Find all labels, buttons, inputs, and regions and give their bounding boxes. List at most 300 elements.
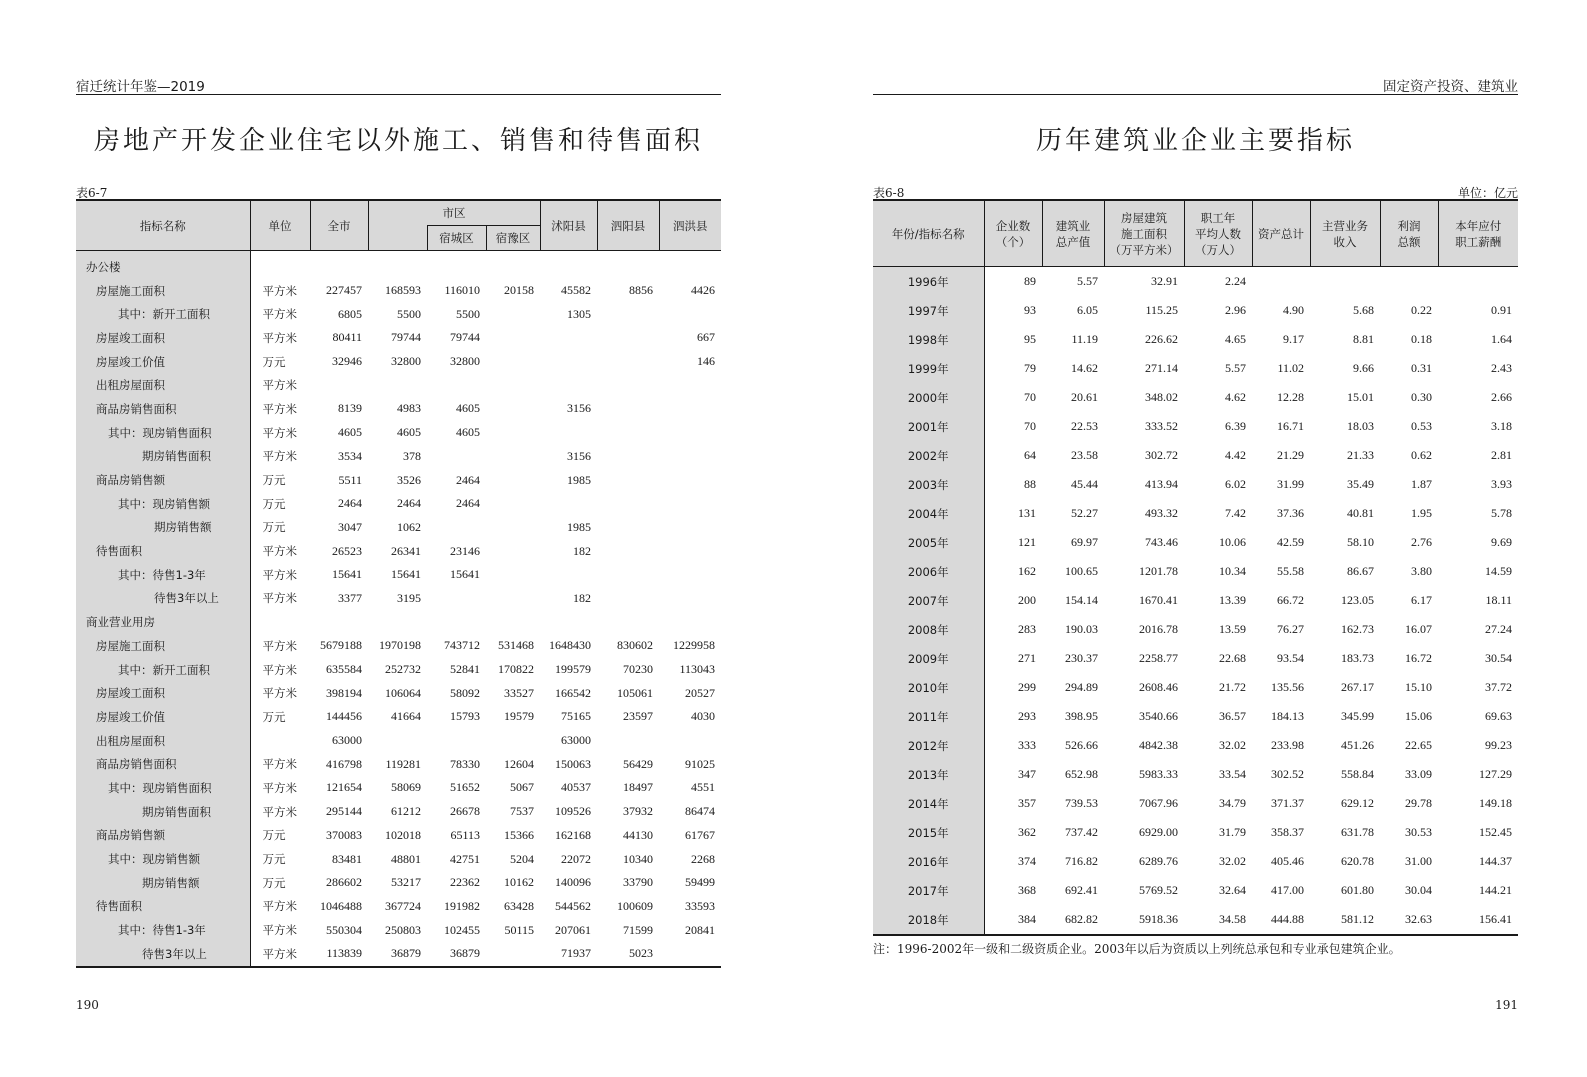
table-cell: 378 [403,448,421,463]
table-cell: 367724 [385,898,421,913]
table-row [873,644,1518,673]
table-cell: 581.12 [1341,912,1374,926]
table-6-8 [873,199,1518,936]
table-cell: 682.82 [1065,912,1098,926]
table-row [76,824,721,848]
table-cell: 135.56 [1271,680,1304,694]
table-cell: 16.72 [1405,651,1432,665]
table-cell: 69.97 [1071,535,1098,549]
table-cell [597,492,659,516]
table-cell: 75165 [561,709,591,724]
table-cell: 370083 [326,827,362,842]
section-title: 固定资产投资、建筑业 [1383,79,1518,95]
table-cell: 36879 [450,946,480,961]
table-cell: 149.18 [1479,796,1512,810]
table-cell: 76.27 [1277,622,1304,636]
table-cell: 4.42 [1225,448,1246,462]
table-cell [659,397,721,421]
table-cell: 743.46 [1145,535,1178,549]
table-row [76,445,721,469]
table-cell: 2016.78 [1139,622,1178,636]
table-cell [540,350,597,374]
table-cell: 1229958 [673,638,715,653]
table-row [873,528,1518,557]
table-cell: 20841 [685,922,715,937]
table-cell: 739.53 [1065,796,1098,810]
table-cell [368,729,427,753]
table-row [76,397,721,421]
table-row [76,847,721,871]
row-label: 房屋施工面积 [76,279,250,303]
table-cell: 398.95 [1065,709,1098,723]
table-cell [597,445,659,469]
table-cell: 413.94 [1145,477,1178,491]
row-label: 其中：待售1-3年 [76,563,250,587]
table-cell: 33527 [504,685,534,700]
table-row [76,705,721,729]
table-cell: 32800 [391,354,421,369]
row-label: 期房销售面积 [76,800,250,824]
unit-label: 单位：亿元 [1457,186,1518,200]
row-label: 其中：现房销售面积 [76,421,250,445]
table-cell: 2.24 [1225,274,1246,288]
table-cell: 119281 [385,756,421,771]
table-cell: 168593 [385,283,421,298]
table-cell: 5679188 [320,638,362,653]
table-cell: 16.71 [1277,419,1304,433]
table-note: 注：1996-2002年一级和二级资质企业。2003年以后为资质以上列统总承包和专业承包建筑企业。 [873,942,1401,956]
table-cell: 692.41 [1065,883,1098,897]
table-cell: 21.33 [1347,448,1374,462]
table-cell: 6.02 [1225,477,1246,491]
table-cell: 18.03 [1347,419,1374,433]
table-cell: 199579 [555,662,591,677]
table-cell: 6929.00 [1139,825,1178,839]
table-cell: 14.62 [1071,361,1098,375]
row-year: 2000年 [873,383,984,412]
table-cell: 32.02 [1219,738,1246,752]
row-label: 商品房销售面积 [76,397,250,421]
table-cell: 50115 [504,922,534,937]
table-cell: 21.29 [1277,448,1304,462]
table-cell: 4030 [691,709,715,724]
table-cell: 30.53 [1405,825,1432,839]
table-cell: 26678 [450,804,480,819]
table-cell [597,516,659,540]
table-cell: 3540.66 [1139,709,1178,723]
row-label: 待售面积 [76,895,250,919]
table-cell [597,610,659,634]
table-cell: 1670.41 [1139,593,1178,607]
table-cell: 1.95 [1411,506,1432,520]
table-cell [486,302,540,326]
row-year: 2016年 [873,847,984,876]
row-label: 其中：现房销售额 [76,847,250,871]
table-row [76,279,721,303]
table-cell: 299 [1018,680,1036,694]
table-cell: 56429 [623,756,653,771]
table-cell: 371.37 [1271,796,1304,810]
table-cell: 27.24 [1485,622,1512,636]
table-cell: 65113 [450,827,480,842]
table-cell: 42751 [450,851,480,866]
table-cell: 333.52 [1145,419,1178,433]
table-cell: 10162 [504,875,534,890]
table-cell: 0.30 [1411,390,1432,404]
header-suyuqu: 宿豫区 [486,226,540,251]
table-cell: 5511 [338,472,362,487]
row-unit: 平方米 [262,780,297,795]
table-cell: 113839 [326,946,362,961]
table-row [76,752,721,776]
column-header: 房屋建筑 施工面积 （万平方米） [1104,200,1184,267]
table-cell [597,350,659,374]
table-cell: 2464 [456,496,480,511]
row-unit: 平方米 [262,591,297,606]
table-cell [659,302,721,326]
table-cell [486,539,540,563]
table-cell: 63428 [504,898,534,913]
table-cell: 2.76 [1411,535,1432,549]
table-6-7 [76,199,721,968]
table-row [76,373,721,397]
table-cell: 286602 [326,875,362,890]
table-row [76,350,721,374]
table-cell: 226.62 [1145,332,1178,346]
row-year: 2018年 [873,905,984,935]
table-cell [597,251,659,279]
table-cell: 31.79 [1219,825,1246,839]
table-row [873,499,1518,528]
table-cell: 13.59 [1219,622,1246,636]
table-cell: 64 [1024,448,1036,462]
row-year: 2004年 [873,499,984,528]
table-cell [540,610,597,634]
row-label: 待售3年以上 [76,587,250,611]
table-cell: 267.17 [1341,680,1374,694]
table-cell: 5500 [397,306,421,321]
table-cell: 45.44 [1071,477,1098,491]
row-unit: 平方米 [262,425,297,440]
table-row [76,895,721,919]
header-shuyang: 沭阳县 [540,200,597,251]
table-row [76,492,721,516]
table-cell: 154.14 [1065,593,1098,607]
row-label: 房屋施工面积 [76,634,250,658]
table-cell: 0.22 [1411,303,1432,317]
row-label: 出租房屋面积 [76,729,250,753]
row-label: 期房销售额 [76,516,250,540]
table-cell: 22.53 [1071,419,1098,433]
table-cell: 0.62 [1411,448,1432,462]
table-cell: 629.12 [1341,796,1374,810]
table-cell [486,421,540,445]
table-cell: 20527 [685,685,715,700]
table-cell [486,251,540,279]
header-siyang: 泗阳县 [597,200,659,251]
row-label: 房屋竣工面积 [76,681,250,705]
table-cell: 32.64 [1219,883,1246,897]
table-cell: 52.27 [1071,506,1098,520]
table-cell: 52841 [450,662,480,677]
table-cell: 36879 [391,946,421,961]
table-row [76,468,721,492]
row-unit: 平方米 [262,307,297,322]
table-cell: 250803 [385,922,421,937]
table-cell: 1046488 [320,898,362,913]
table-cell: 4605 [397,425,421,440]
table-row [873,876,1518,905]
table-cell: 3526 [397,472,421,487]
table-row [873,673,1518,702]
table-cell: 131 [1018,506,1036,520]
table-cell: 558.84 [1341,767,1374,781]
row-year: 2014年 [873,789,984,818]
table-cell [659,610,721,634]
table-cell: 347 [1018,767,1036,781]
table-cell: 1.87 [1411,477,1432,491]
table-cell: 3047 [338,519,362,534]
table-cell: 1985 [567,519,591,534]
table-cell: 1062 [397,519,421,534]
row-label: 期房销售面积 [76,445,250,469]
table-cell: 4.65 [1225,332,1246,346]
table-cell: 6805 [338,306,362,321]
row-unit: 平方米 [262,638,297,653]
table-cell: 37.36 [1277,506,1304,520]
table-cell: 345.99 [1341,709,1374,723]
table-cell [659,468,721,492]
table-cell: 33790 [623,875,653,890]
table-cell: 26523 [332,543,362,558]
table-cell: 357 [1018,796,1036,810]
table-cell: 9.17 [1283,332,1304,346]
table-cell: 7067.96 [1139,796,1178,810]
table-cell: 11.19 [1071,332,1098,346]
row-unit: 万元 [262,520,286,535]
table-cell: 544562 [555,898,591,913]
table-cell [659,445,721,469]
table-cell: 32946 [332,354,362,369]
table-cell: 227457 [326,283,362,298]
row-year: 2012年 [873,731,984,760]
table-cell: 4605 [456,401,480,416]
table-cell: 374 [1018,854,1036,868]
column-header: 主营业务 收入 [1310,200,1380,267]
table-cell: 37.72 [1485,680,1512,694]
table-cell: 0.18 [1411,332,1432,346]
row-year: 2017年 [873,876,984,905]
table-cell: 162.73 [1341,622,1374,636]
table-row [76,800,721,824]
table-row [873,441,1518,470]
table-cell [486,516,540,540]
row-label: 商品房销售额 [76,468,250,492]
table-cell: 70 [1024,419,1036,433]
table-cell: 78330 [450,756,480,771]
table-cell: 635584 [326,662,362,677]
table-cell: 252732 [385,662,421,677]
table-cell: 23597 [623,709,653,724]
table-cell: 0.53 [1411,419,1432,433]
table-cell: 33.54 [1219,767,1246,781]
table-cell: 1970198 [379,638,421,653]
row-label: 办公楼 [76,251,250,279]
table-cell: 15.06 [1405,709,1432,723]
table-cell: 283 [1018,622,1036,636]
table-cell: 4.90 [1283,303,1304,317]
table-cell: 207061 [555,922,591,937]
table-cell: 3.18 [1491,419,1512,433]
table-cell: 4605 [338,425,362,440]
table-cell: 4426 [691,283,715,298]
table-cell: 716.82 [1065,854,1098,868]
table-cell: 146 [697,354,715,369]
table-cell: 550304 [326,922,362,937]
table-cell: 9.66 [1353,361,1374,375]
table-cell: 123.05 [1341,593,1374,607]
row-year: 2002年 [873,441,984,470]
table-cell [486,445,540,469]
table-cell: 2464 [338,496,362,511]
table-cell [486,729,540,753]
table-cell: 444.88 [1271,912,1304,926]
table-cell: 20158 [504,283,534,298]
table-cell: 10.34 [1219,564,1246,578]
table-cell [659,492,721,516]
header-indicator: 指标名称 [76,200,250,251]
row-unit: 平方米 [262,449,297,464]
table-cell: 152.45 [1479,825,1512,839]
table-cell: 1.64 [1491,332,1512,346]
table-cell: 19579 [504,709,534,724]
table-cell: 100609 [617,898,653,913]
table-cell: 29.78 [1405,796,1432,810]
table-cell [486,610,540,634]
header-unit: 单位 [250,200,310,251]
table-cell: 31.99 [1277,477,1304,491]
table-cell [486,587,540,611]
row-year: 2011年 [873,702,984,731]
row-unit: 万元 [262,875,286,890]
table-cell: 2.66 [1491,390,1512,404]
table-cell: 20.61 [1071,390,1098,404]
table-cell: 358.37 [1271,825,1304,839]
table-cell: 2.81 [1491,448,1512,462]
column-header: 职工年 平均人数 （万人） [1184,200,1252,267]
row-unit: 万元 [262,709,286,724]
table-cell: 3534 [338,448,362,463]
table-row [873,586,1518,615]
table-cell: 601.80 [1341,883,1374,897]
table-cell: 70230 [623,662,653,677]
row-label: 出租房屋面积 [76,373,250,397]
table-cell [310,610,368,634]
table-cell: 15.01 [1347,390,1374,404]
table-row [873,267,1518,297]
table-cell: 8139 [338,401,362,416]
table-cell [540,421,597,445]
row-unit: 平方米 [262,544,297,559]
table-row [873,905,1518,935]
table-cell: 32800 [450,354,480,369]
row-year: 2010年 [873,673,984,702]
row-unit: 平方米 [262,757,297,772]
row-label: 期房销售额 [76,871,250,895]
table-cell: 42.59 [1277,535,1304,549]
row-year: 2007年 [873,586,984,615]
table-cell: 69.63 [1485,709,1512,723]
table-cell: 95 [1024,332,1036,346]
table-cell [659,516,721,540]
table-cell: 333 [1018,738,1036,752]
table-cell: 35.49 [1347,477,1374,491]
column-header: 企业数 （个） [984,200,1042,267]
table-cell: 51652 [450,780,480,795]
table-cell [1252,267,1310,297]
table-cell [540,326,597,350]
table-row [873,470,1518,499]
table-cell: 6.39 [1225,419,1246,433]
table-cell: 83481 [332,851,362,866]
table-cell [540,563,597,587]
table-cell: 2464 [397,496,421,511]
table-cell: 93 [1024,303,1036,317]
table-cell [597,302,659,326]
column-header: 资产总计 [1252,200,1310,267]
table-cell: 59499 [685,875,715,890]
column-header: 年份/指标名称 [873,200,984,267]
table-row [76,563,721,587]
table-cell: 30.04 [1405,883,1432,897]
row-year: 1998年 [873,325,984,354]
table-cell: 15641 [332,567,362,582]
table-cell: 1985 [567,472,591,487]
table-cell [597,468,659,492]
table-cell [659,587,721,611]
running-header-left [76,74,721,95]
table-cell: 162168 [555,827,591,842]
table-cell: 5023 [629,946,653,961]
table-cell [486,468,540,492]
table-row [76,918,721,942]
table-cell [427,251,486,279]
table-cell: 91025 [685,756,715,771]
table-cell: 86474 [685,804,715,819]
table-number-right: 表6-8 [873,186,905,200]
table-cell [659,421,721,445]
table-cell: 8856 [629,283,653,298]
table-cell: 170822 [498,662,534,677]
row-label: 待售面积 [76,539,250,563]
table-row [873,789,1518,818]
row-unit: 平方米 [262,401,297,416]
row-year: 2001年 [873,412,984,441]
row-unit: 万元 [262,496,286,511]
table-cell: 12.28 [1277,390,1304,404]
table-cell [597,397,659,421]
table-cell: 37932 [623,804,653,819]
page-number-right: 191 [1495,998,1518,1012]
row-label: 商业营业用房 [76,610,250,634]
table-cell: 4842.38 [1139,738,1178,752]
table-cell: 5500 [456,306,480,321]
table-cell: 3195 [397,590,421,605]
table-cell: 144456 [326,709,362,724]
table-cell: 71937 [561,946,591,961]
table-cell [310,251,368,279]
table-cell: 362 [1018,825,1036,839]
